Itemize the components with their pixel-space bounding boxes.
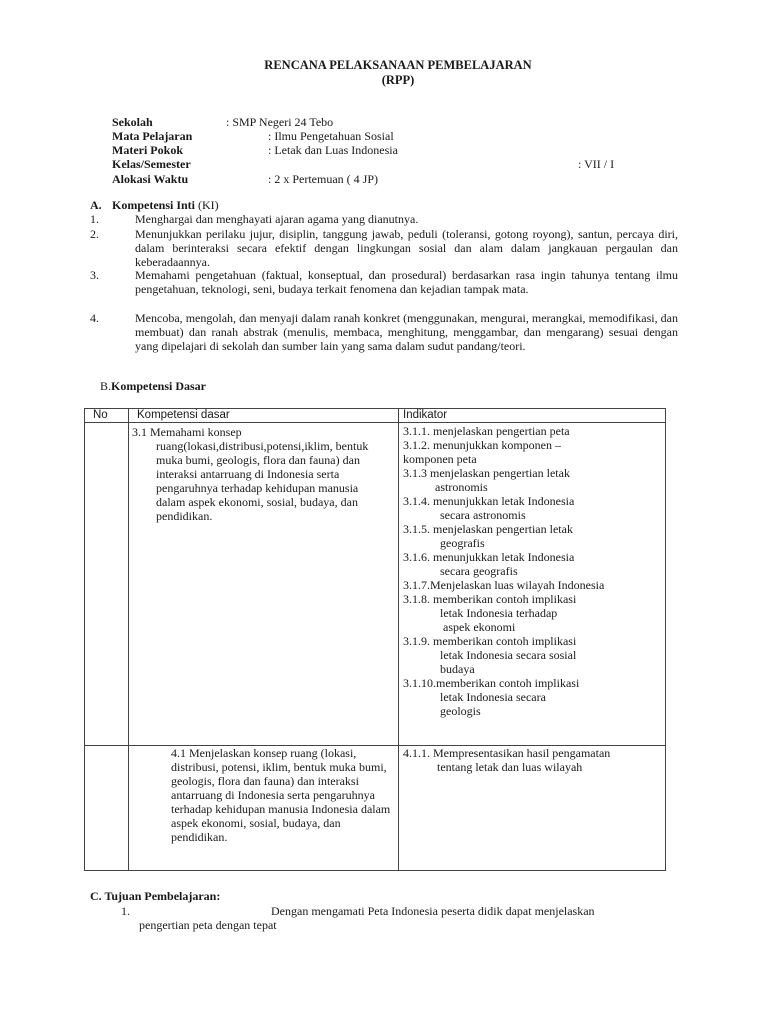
table-row [85, 423, 666, 746]
indikator-cell [399, 746, 666, 871]
section-b-letter: B. [100, 379, 112, 393]
indikator-list [403, 424, 665, 718]
indikator-line: letak Indonesia secara sosial [440, 648, 577, 662]
section-b-heading [100, 379, 206, 393]
tujuan-item-text: Dengan mengamati Peta Indonesia peserta didik dapat menjelaskan [271, 904, 595, 918]
indikator-line: 3.1.6. menunjukkan letak Indonesia [403, 550, 575, 564]
indikator-line: secara astronomis [440, 508, 526, 522]
indikator-line: 3.1.7.Menjelaskan luas wilayah Indonesia [403, 578, 605, 592]
indikator-line: 3.1.2. menunjukkan komponen – [403, 438, 561, 452]
topic-value: : Letak dan Luas Indonesia [268, 143, 398, 157]
row-no-cell [85, 423, 129, 746]
section-a-title: Kompetensi Inti [112, 198, 196, 212]
indikator-line: 3.1.4. menunjukkan letak Indonesia [403, 494, 575, 508]
section-b-title: Kompetensi Dasar [111, 379, 207, 393]
tujuan-item-text-continued: pengertian peta dengan tepat [139, 918, 277, 932]
table-header-row [85, 409, 666, 423]
ki-item-number: 4. [90, 311, 99, 325]
indikator-list [403, 746, 665, 774]
ki-item-number: 2. [90, 227, 99, 241]
kd-code: 3.1 Memahami konsep [132, 425, 242, 439]
row-no-cell [85, 746, 129, 871]
ki-item-text: Menunjukkan perilaku jujur, disiplin, tanggung jawab, peduli (toleransi, gotong royong), santun, percaya diri, dalam berinteraksi secara efektif dengan lingkungan sosial dan alam dalam jangkauan pergaulan dan keberadaannya. [135, 227, 678, 269]
ki-item-number: 1. [90, 212, 99, 226]
indikator-line: letak Indonesia terhadap [440, 606, 558, 620]
kd-description: 4.1 Menjelaskan konsep ruang (lokasi, distribusi, potensi, iklim, bentuk muka bumi, geologis, flora dan fauna) dan interaksi antarruang di Indonesia serta pengaruhnya terhadap kehidupan manusia Indonesia dalam aspek ekonomi, sosial, budaya, dan pendidikan. [171, 746, 391, 844]
indikator-line: geografis [440, 536, 485, 550]
indikator-line: 3.1.3 menjelaskan pengertian letak [403, 466, 570, 480]
section-c-heading: C. Tujuan Pembelajaran: [90, 889, 221, 903]
class-value: : VII / I [578, 157, 615, 171]
ki-item-text: Mencoba, mengolah, dan menyaji dalam ranah konkret (menggunakan, mengurai, merangkai, memodifikasi, dan membuat) dan ranah abstrak (menulis, membaca, menghitung, menggambar, dan mengarang) sesuai dengan yang dipelajari di sekolah dan sumber lain yang sama dalam sudut pandang/teori. [135, 311, 678, 353]
section-a-letter: A. [90, 198, 102, 212]
indikator-line: 3.1.10.memberikan contoh implikasi [403, 676, 580, 690]
indikator-line: aspek ekonomi [443, 620, 516, 634]
indikator-line: 4.1.1. Mempresentasikan hasil pengamatan [403, 746, 611, 760]
kompetensi-dasar-table [84, 408, 666, 871]
class-label: Kelas/Semester [112, 157, 191, 171]
kd-description: ruang(lokasi,distribusi,potensi,iklim, bentuk muka bumi, geologis, flora dan fauna) dan interaksi antarruang di Indonesia serta pengaruhnya terhadap kehidupan manusia dalam aspek ekonomi, sosial, budaya, dan pendidikan. [156, 439, 369, 523]
section-a-heading [112, 198, 219, 212]
subject-value: : Ilmu Pengetahuan Sosial [268, 129, 394, 143]
indikator-line: letak Indonesia secara [440, 690, 546, 704]
time-value: : 2 x Pertemuan ( 4 JP) [268, 172, 378, 186]
topic-label: Materi Pokok [112, 143, 183, 157]
subject-label: Mata Pelajaran [112, 129, 193, 143]
indikator-line: secara geografis [440, 564, 518, 578]
document-title: RENCANA PELAKSANAAN PEMBELAJARAN [264, 58, 532, 72]
document-subtitle: (RPP) [381, 73, 415, 87]
indikator-line: 3.1.9. memberikan contoh implikasi [403, 634, 577, 648]
kd-cell [129, 423, 399, 746]
tujuan-item-number: 1. [121, 904, 130, 918]
indikator-line: komponen peta [403, 452, 477, 466]
indikator-line: 3.1.8. memberikan contoh implikasi [403, 592, 577, 606]
ki-item-text: Memahami pengetahuan (faktual, konseptual, dan prosedural) berdasarkan rasa ingin tahunya tentang ilmu pengetahuan, teknologi, seni, budaya terkait fenomena dan kejadian tampak mata. [135, 268, 678, 296]
indikator-line: 3.1.1. menjelaskan pengertian peta [403, 424, 570, 438]
time-label: Alokasi Waktu [112, 172, 189, 186]
indikator-cell [399, 423, 666, 746]
school-value: : SMP Negeri 24 Tebo [226, 115, 334, 129]
indikator-line: budaya [440, 662, 475, 676]
header-kompetensi: Kompetensi dasar [129, 409, 399, 423]
section-a-suffix: (KI) [198, 198, 219, 212]
indikator-line: tentang letak dan luas wilayah [437, 760, 583, 774]
indikator-line: geologis [440, 704, 481, 718]
indikator-line: astronomis [435, 480, 488, 494]
ki-item-number: 3. [90, 268, 99, 282]
school-label: Sekolah [112, 115, 153, 129]
kd-cell [129, 746, 399, 871]
header-indikator: Indikator [399, 409, 666, 423]
indikator-line: 3.1.5. menjelaskan pengertian letak [403, 522, 573, 536]
table-row [85, 746, 666, 871]
ki-item-text: Menghargai dan menghayati ajaran agama yang dianutnya. [135, 212, 419, 226]
header-no: No [85, 409, 129, 423]
